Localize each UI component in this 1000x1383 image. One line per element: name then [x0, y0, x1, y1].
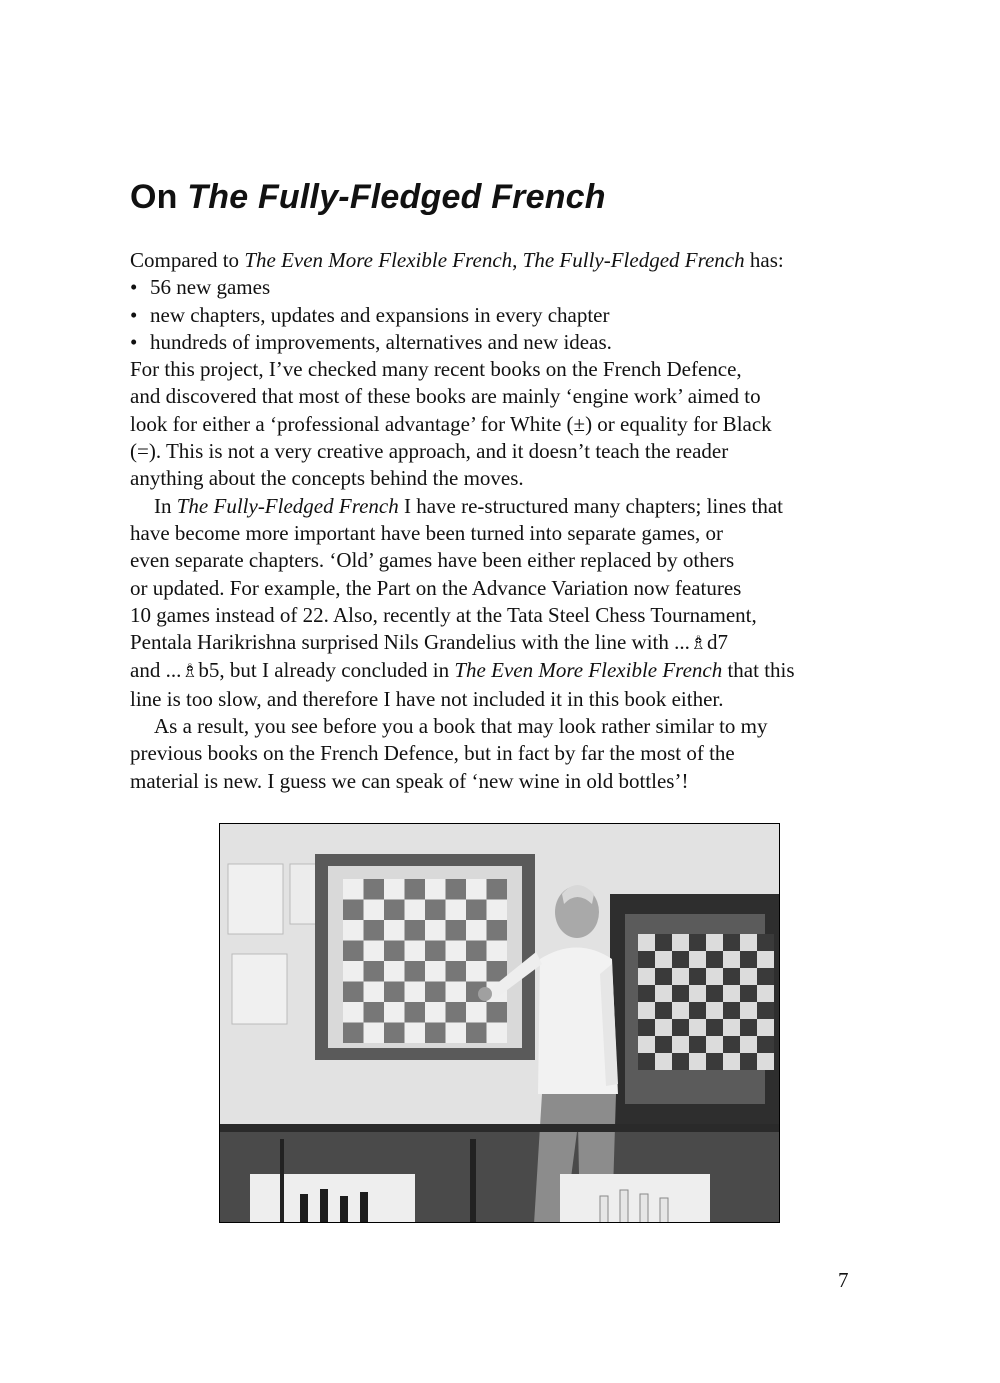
bullet-text: new chapters, updates and expansions in every chapter: [150, 302, 610, 327]
intro-lead: Compared to: [130, 248, 245, 272]
paragraph-line: line is too slow, and therefore I have not included it in this book either.: [130, 686, 724, 711]
paragraph-line: material is new. I guess we can speak of ‘new wine in old bottles’!: [130, 768, 689, 793]
bullet-icon: •: [130, 275, 138, 300]
page-title: [130, 178, 606, 217]
p2-lead: In: [154, 493, 177, 518]
paragraph-line: or updated. For example, the Part on the Advance Variation now features: [130, 575, 742, 600]
paragraph-line: previous books on the French Defence, but in fact by far the most of the: [130, 741, 735, 766]
paragraph-line: [130, 493, 870, 520]
p2-l7-move: b5, but I already concluded in: [198, 658, 455, 683]
paragraph-line: and discovered that most of these books are mainly ‘engine work’ aimed to: [130, 384, 761, 409]
bullet-text: hundreds of improvements, alternatives and new ideas.: [150, 329, 612, 354]
p2-l6-lead: Pentala Harikrishna surprised Nils Grandelius with the line with ...: [130, 630, 690, 655]
bullet-icon: •: [130, 329, 138, 354]
paragraph-line: anything about the concepts behind the moves.: [130, 466, 524, 491]
intro-sep: ,: [512, 248, 523, 272]
p2-l7-book: The Even More Flexible French: [454, 658, 723, 683]
intro-book-b: The Fully-Fledged French: [522, 248, 745, 272]
paragraph-line: [130, 657, 870, 685]
paragraph-line: look for either a ‘professional advantage’ for White (±) or equality for Black: [130, 411, 772, 436]
paragraph-line: [130, 629, 870, 657]
p2-l7-tail: that this: [722, 658, 795, 683]
intro-line: [130, 247, 870, 274]
body-text: [130, 247, 870, 795]
intro-book-a: The Even More Flexible French: [244, 248, 513, 272]
bullet-item: [130, 302, 870, 329]
chess-demonstration-photo: [219, 823, 780, 1223]
p2-l6-move: d7: [706, 630, 728, 655]
paragraph-line: (=). This is not a very creative approach, and it doesn’t teach the reader: [130, 439, 729, 464]
bullet-icon: •: [130, 302, 138, 327]
p2-tail: I have re-structured many chapters; lines that: [398, 493, 783, 518]
photo-illustration: [220, 824, 780, 1223]
bishop-icon: ♗: [689, 632, 707, 655]
paragraph-line: 10 games instead of 22. Also, recently at the Tata Steel Chess Tournament,: [130, 602, 757, 627]
paragraph-line: have become more important have been turned into separate games, or: [130, 520, 724, 545]
bullet-item: [130, 274, 870, 301]
title-book: The Fully-Fledged French: [187, 178, 606, 216]
bishop-icon: ♗: [181, 660, 199, 683]
bullet-text: 56 new games: [150, 275, 271, 300]
paragraph-line: As a result, you see before you a book that may look rather similar to my: [154, 714, 768, 739]
page-number: 7: [838, 1268, 849, 1292]
p2-l7-lead: and ...: [130, 658, 182, 683]
intro-tail: has:: [744, 248, 784, 272]
p2-book: The Fully-Fledged French: [176, 493, 399, 518]
bullet-item: [130, 329, 870, 356]
title-prefix: On: [130, 178, 188, 216]
paragraph-line: even separate chapters. ‘Old’ games have been either replaced by others: [130, 548, 735, 573]
paragraph-line: For this project, I’ve checked many recent books on the French Defence,: [130, 357, 742, 382]
